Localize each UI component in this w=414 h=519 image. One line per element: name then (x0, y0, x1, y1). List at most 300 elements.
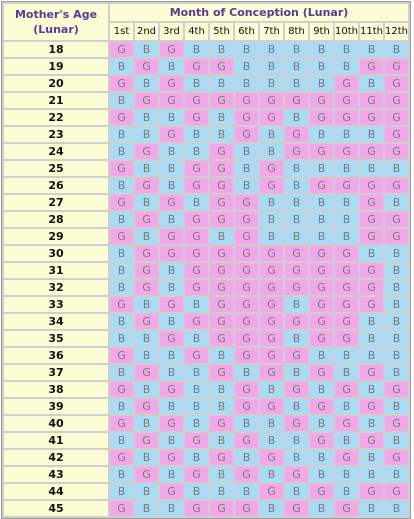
boy-cell: B (110, 365, 133, 380)
age-cell: 23 (4, 127, 108, 142)
girl-cell: G (185, 263, 208, 278)
girl-cell: G (285, 144, 308, 159)
girl-cell: G (385, 484, 408, 499)
girl-cell: G (360, 280, 383, 295)
age-rows (4, 42, 408, 516)
age-cell: 32 (4, 280, 108, 295)
girl-cell: G (285, 382, 308, 397)
month-header-8: 8th (285, 23, 308, 40)
boy-cell: B (160, 144, 183, 159)
boy-cell: B (235, 484, 258, 499)
girl-cell: G (160, 416, 183, 431)
boy-cell: B (160, 212, 183, 227)
girl-cell: G (210, 161, 233, 176)
girl-cell: G (260, 178, 283, 193)
boy-cell: B (385, 433, 408, 448)
girl-cell: G (335, 450, 358, 465)
boy-cell: B (185, 42, 208, 57)
boy-cell: B (285, 42, 308, 57)
girl-cell: G (160, 229, 183, 244)
girl-cell: G (385, 76, 408, 91)
boy-cell: B (235, 144, 258, 159)
girl-cell: G (135, 314, 158, 329)
boy-cell: B (135, 382, 158, 397)
girl-cell: G (260, 450, 283, 465)
age-cell: 35 (4, 331, 108, 346)
girl-cell: G (285, 93, 308, 108)
boy-cell: B (110, 263, 133, 278)
age-cell: 43 (4, 467, 108, 482)
girl-cell: G (285, 246, 308, 261)
age-cell: 18 (4, 42, 108, 57)
girl-cell: G (385, 450, 408, 465)
age-cell: 41 (4, 433, 108, 448)
girl-cell: G (235, 399, 258, 414)
boy-cell: B (385, 501, 408, 516)
girl-cell: G (260, 93, 283, 108)
boy-cell: B (310, 416, 333, 431)
boy-cell: B (160, 399, 183, 414)
boy-cell: B (335, 195, 358, 210)
girl-cell: G (160, 331, 183, 346)
boy-cell: B (160, 314, 183, 329)
girl-cell: G (260, 365, 283, 380)
girl-cell: G (260, 263, 283, 278)
girl-cell: G (285, 280, 308, 295)
boy-cell: B (210, 433, 233, 448)
girl-cell: G (235, 501, 258, 516)
boy-cell: B (185, 399, 208, 414)
boy-cell: B (210, 467, 233, 482)
boy-cell: B (160, 280, 183, 295)
girl-cell: G (110, 297, 133, 312)
girl-cell: G (310, 263, 333, 278)
girl-cell: G (310, 297, 333, 312)
boy-cell: B (185, 450, 208, 465)
girl-cell: G (235, 382, 258, 397)
girl-cell: G (360, 399, 383, 414)
boy-cell: B (210, 399, 233, 414)
girl-cell: G (360, 365, 383, 380)
table-row (4, 314, 408, 329)
girl-cell: G (335, 297, 358, 312)
boy-cell: B (110, 59, 133, 74)
girl-cell: G (335, 382, 358, 397)
boy-cell: B (310, 59, 333, 74)
girl-cell: G (310, 144, 333, 159)
boy-cell: B (285, 195, 308, 210)
boy-cell: B (310, 42, 333, 57)
boy-cell: B (135, 76, 158, 91)
boy-cell: B (260, 42, 283, 57)
girl-cell: G (260, 110, 283, 125)
table-row (4, 110, 408, 125)
girl-cell: G (110, 195, 133, 210)
girl-cell: G (110, 110, 133, 125)
girl-cell: G (235, 314, 258, 329)
girl-cell: G (335, 331, 358, 346)
girl-cell: G (285, 314, 308, 329)
girl-cell: G (310, 365, 333, 380)
age-cell: 26 (4, 178, 108, 193)
boy-cell: B (285, 399, 308, 414)
girl-cell: G (210, 212, 233, 227)
boy-cell: B (385, 263, 408, 278)
boy-cell: B (235, 365, 258, 380)
boy-cell: B (285, 229, 308, 244)
girl-cell: G (185, 467, 208, 482)
boy-cell: B (160, 433, 183, 448)
boy-cell: B (160, 178, 183, 193)
boy-cell: B (285, 59, 308, 74)
girl-cell: G (185, 93, 208, 108)
girl-cell: G (285, 263, 308, 278)
boy-cell: B (385, 246, 408, 261)
boy-cell: B (210, 76, 233, 91)
girl-cell: G (135, 263, 158, 278)
girl-cell: G (210, 450, 233, 465)
girl-cell: G (210, 331, 233, 346)
girl-cell: G (360, 144, 383, 159)
girl-cell: G (335, 280, 358, 295)
month-header-7: 7th (260, 23, 283, 40)
girl-cell: G (385, 127, 408, 142)
girl-cell: G (335, 501, 358, 516)
girl-cell: G (310, 280, 333, 295)
boy-cell: B (210, 382, 233, 397)
girl-cell: G (260, 331, 283, 346)
boy-cell: B (260, 76, 283, 91)
girl-cell: G (285, 416, 308, 431)
boy-cell: B (260, 212, 283, 227)
girl-cell: G (260, 314, 283, 329)
girl-cell: G (260, 484, 283, 499)
boy-cell: B (360, 76, 383, 91)
girl-cell: G (360, 59, 383, 74)
girl-cell: G (110, 42, 133, 57)
girl-cell: G (210, 501, 233, 516)
table-row (4, 331, 408, 346)
boy-cell: B (310, 450, 333, 465)
girl-cell: G (360, 229, 383, 244)
boy-cell: B (110, 314, 133, 329)
girl-cell: G (110, 501, 133, 516)
table-row (4, 501, 408, 516)
boy-cell: B (110, 331, 133, 346)
girl-cell: G (285, 348, 308, 363)
table-row (4, 382, 408, 397)
girl-cell: G (385, 416, 408, 431)
boy-cell: B (110, 178, 133, 193)
girl-cell: G (235, 229, 258, 244)
table-row (4, 297, 408, 312)
boy-cell: B (285, 484, 308, 499)
girl-cell: G (110, 229, 133, 244)
girl-cell: G (310, 246, 333, 261)
age-cell: 44 (4, 484, 108, 499)
boy-cell: B (360, 314, 383, 329)
conception-table (1, 1, 411, 519)
girl-cell: G (285, 501, 308, 516)
girl-cell: G (135, 178, 158, 193)
girl-cell: G (135, 365, 158, 380)
girl-cell: G (210, 263, 233, 278)
girl-cell: G (335, 93, 358, 108)
table-row (4, 161, 408, 176)
boy-cell: B (360, 42, 383, 57)
age-cell: 22 (4, 110, 108, 125)
girl-cell: G (285, 127, 308, 142)
boy-cell: B (335, 467, 358, 482)
age-cell: 20 (4, 76, 108, 91)
girl-cell: G (310, 178, 333, 193)
boy-cell: B (360, 501, 383, 516)
girl-cell: G (335, 144, 358, 159)
boy-cell: B (310, 76, 333, 91)
boy-cell: B (360, 416, 383, 431)
month-header-9: 9th (310, 23, 333, 40)
girl-cell: G (185, 212, 208, 227)
table-row (4, 178, 408, 193)
age-cell: 27 (4, 195, 108, 210)
age-cell: 25 (4, 161, 108, 176)
boy-cell: B (260, 59, 283, 74)
boy-cell: B (310, 501, 333, 516)
age-cell: 39 (4, 399, 108, 414)
girl-cell: G (335, 416, 358, 431)
boy-cell: B (110, 280, 133, 295)
girl-cell: G (110, 348, 133, 363)
boy-cell: B (335, 484, 358, 499)
boy-cell: B (160, 161, 183, 176)
girl-cell: G (360, 195, 383, 210)
girl-cell: G (310, 399, 333, 414)
boy-cell: B (310, 348, 333, 363)
girl-cell: G (160, 450, 183, 465)
girl-cell: G (235, 348, 258, 363)
girl-cell: G (310, 433, 333, 448)
age-cell: 36 (4, 348, 108, 363)
girl-cell: G (360, 297, 383, 312)
boy-cell: B (385, 42, 408, 57)
age-cell: 45 (4, 501, 108, 516)
boy-cell: B (385, 399, 408, 414)
girl-cell: G (385, 110, 408, 125)
boy-cell: B (335, 127, 358, 142)
boy-cell: B (335, 229, 358, 244)
boy-cell: B (160, 110, 183, 125)
month-header-3: 3rd (160, 23, 183, 40)
girl-cell: G (185, 246, 208, 261)
girl-cell: G (185, 501, 208, 516)
age-cell: 40 (4, 416, 108, 431)
girl-cell: G (385, 229, 408, 244)
boy-cell: B (210, 484, 233, 499)
age-cell: 24 (4, 144, 108, 159)
boy-cell: B (135, 229, 158, 244)
boy-cell: B (360, 382, 383, 397)
girl-cell: G (235, 263, 258, 278)
boy-cell: B (260, 382, 283, 397)
table-row (4, 93, 408, 108)
boy-cell: B (135, 161, 158, 176)
mothers-age-header: Mother's Age (Lunar) (4, 4, 108, 40)
age-cell: 37 (4, 365, 108, 380)
boy-cell: B (360, 161, 383, 176)
girl-cell: G (110, 450, 133, 465)
boy-cell: B (310, 161, 333, 176)
table-row (4, 484, 408, 499)
boy-cell: B (260, 433, 283, 448)
table-row (4, 59, 408, 74)
girl-cell: G (285, 467, 308, 482)
girl-cell: G (110, 382, 133, 397)
girl-cell: G (135, 93, 158, 108)
girl-cell: G (210, 178, 233, 193)
month-of-conception-header: Month of Conception (Lunar) (110, 4, 408, 21)
boy-cell: B (260, 144, 283, 159)
boy-cell: B (135, 297, 158, 312)
table-row (4, 450, 408, 465)
boy-cell: B (385, 331, 408, 346)
girl-cell: G (260, 246, 283, 261)
table-row (4, 433, 408, 448)
table-row (4, 127, 408, 142)
month-header-10: 10th (335, 23, 358, 40)
boy-cell: B (260, 127, 283, 142)
age-cell: 30 (4, 246, 108, 261)
boy-cell: B (385, 365, 408, 380)
boy-cell: B (185, 382, 208, 397)
boy-cell: B (185, 144, 208, 159)
boy-cell: B (335, 433, 358, 448)
girl-cell: G (235, 280, 258, 295)
boy-cell: B (285, 178, 308, 193)
girl-cell: G (335, 263, 358, 278)
boy-cell: B (360, 331, 383, 346)
table-row (4, 246, 408, 261)
boy-cell: B (185, 297, 208, 312)
girl-cell: G (385, 59, 408, 74)
boy-cell: B (285, 76, 308, 91)
boy-cell: B (285, 331, 308, 346)
girl-cell: G (235, 212, 258, 227)
boy-cell: B (360, 127, 383, 142)
boy-cell: B (235, 76, 258, 91)
girl-cell: G (360, 178, 383, 193)
boy-cell: B (110, 433, 133, 448)
girl-cell: G (210, 195, 233, 210)
boy-cell: B (285, 365, 308, 380)
boy-cell: B (135, 195, 158, 210)
girl-cell: G (210, 59, 233, 74)
girl-cell: G (160, 484, 183, 499)
girl-cell: G (210, 280, 233, 295)
girl-cell: G (160, 42, 183, 57)
girl-cell: G (185, 348, 208, 363)
girl-cell: G (310, 93, 333, 108)
boy-cell: B (160, 59, 183, 74)
table-row (4, 144, 408, 159)
boy-cell: B (335, 365, 358, 380)
girl-cell: G (260, 348, 283, 363)
boy-cell: B (185, 76, 208, 91)
girl-cell: G (135, 212, 158, 227)
boy-cell: B (310, 229, 333, 244)
boy-cell: B (260, 416, 283, 431)
girl-cell: G (310, 331, 333, 346)
girl-cell: G (235, 331, 258, 346)
boy-cell: B (335, 399, 358, 414)
boy-cell: B (210, 110, 233, 125)
girl-cell: G (385, 178, 408, 193)
girl-cell: G (360, 484, 383, 499)
girl-cell: G (235, 127, 258, 142)
boy-cell: B (335, 212, 358, 227)
girl-cell: G (110, 76, 133, 91)
girl-cell: G (160, 382, 183, 397)
boy-cell: B (260, 501, 283, 516)
girl-cell: G (185, 178, 208, 193)
age-cell: 42 (4, 450, 108, 465)
girl-cell: G (385, 212, 408, 227)
boy-cell: B (135, 42, 158, 57)
girl-cell: G (160, 76, 183, 91)
boy-cell: B (310, 127, 333, 142)
month-header-5: 5th (210, 23, 233, 40)
boy-cell: B (210, 229, 233, 244)
girl-cell: G (235, 297, 258, 312)
girl-cell: G (310, 484, 333, 499)
girl-cell: G (160, 93, 183, 108)
month-header-11: 11th (360, 23, 383, 40)
girl-cell: G (185, 229, 208, 244)
boy-cell: B (110, 484, 133, 499)
table-row (4, 348, 408, 363)
boy-cell: B (110, 467, 133, 482)
month-header-6: 6th (235, 23, 258, 40)
girl-cell: G (235, 195, 258, 210)
boy-cell: B (385, 161, 408, 176)
boy-cell: B (385, 280, 408, 295)
girl-cell: G (335, 76, 358, 91)
boy-cell: B (235, 416, 258, 431)
boy-cell: B (335, 348, 358, 363)
month-header-1: 1st (110, 23, 133, 40)
table-row (4, 467, 408, 482)
girl-cell: G (185, 433, 208, 448)
table-row (4, 195, 408, 210)
girl-cell: G (110, 416, 133, 431)
boy-cell: B (160, 365, 183, 380)
girl-cell: G (210, 93, 233, 108)
table-row (4, 280, 408, 295)
boy-cell: B (385, 467, 408, 482)
girl-cell: G (335, 314, 358, 329)
boy-cell: B (160, 263, 183, 278)
girl-cell: G (235, 467, 258, 482)
age-cell: 29 (4, 229, 108, 244)
boy-cell: B (385, 195, 408, 210)
gender-chart (1, 1, 411, 515)
girl-cell: G (335, 178, 358, 193)
age-cell: 34 (4, 314, 108, 329)
girl-cell: G (360, 212, 383, 227)
boy-cell: B (185, 195, 208, 210)
girl-cell: G (135, 144, 158, 159)
girl-cell: G (160, 246, 183, 261)
boy-cell: B (385, 348, 408, 363)
